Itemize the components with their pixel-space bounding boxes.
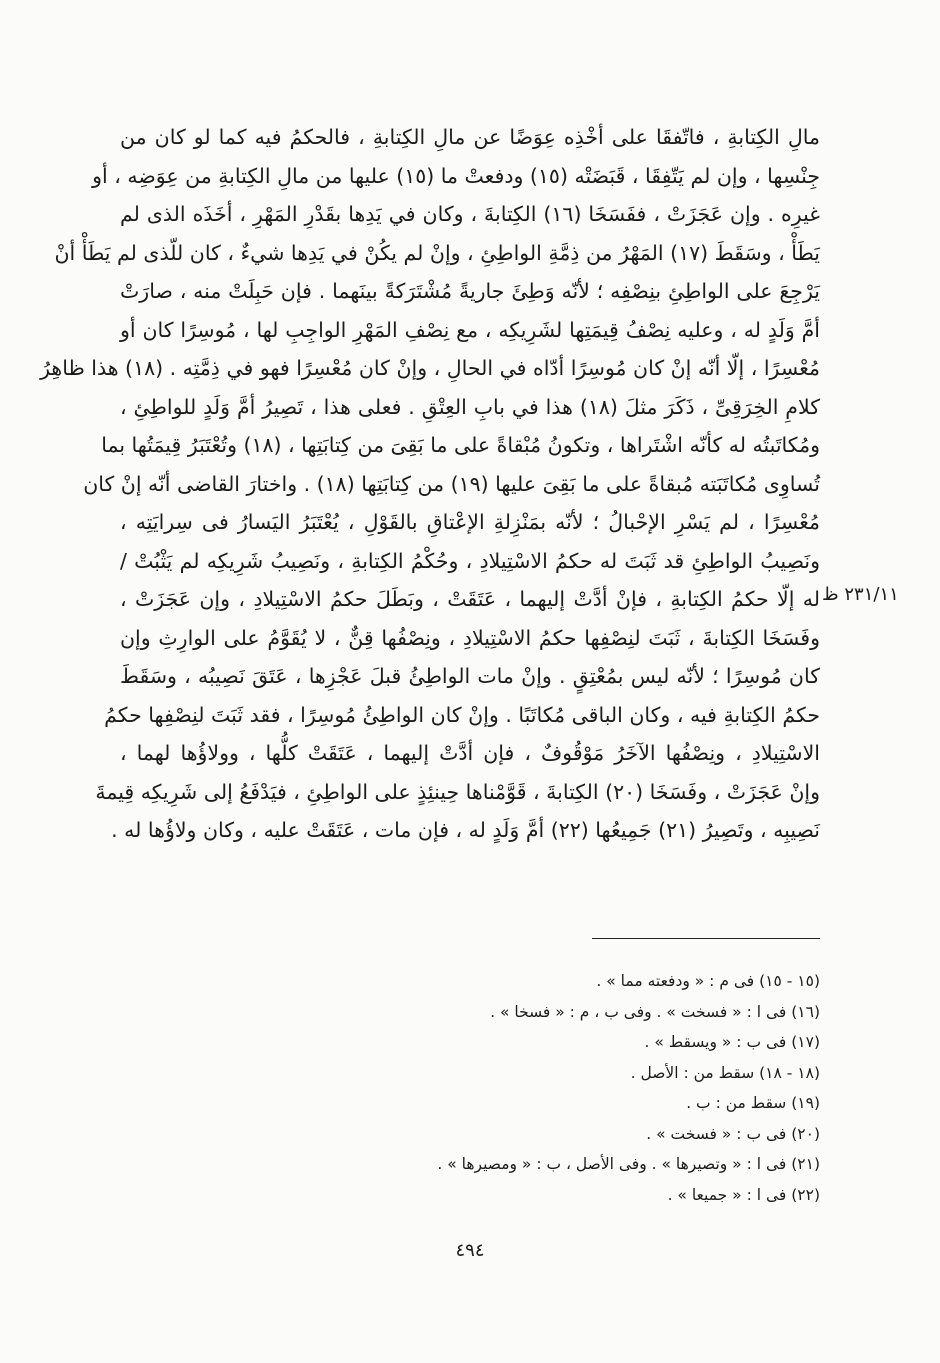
footnote: (٢١) فى ا : « وتصيرها » . وفى الأصل ، ب : « ومصيرها » . <box>437 1155 820 1173</box>
footnote: (٢٠) فى ب : « فسخت » . <box>646 1124 820 1143</box>
text-line: ونَصِيبُ الواطِئِ قد ثَبَتَ له حكمُ الاسْتِيلادِ ، وحُكْمُ الكِتابةِ ، ونَصِيبُ شَرِيكِه لم يَثْبُتْ / <box>120 548 820 573</box>
main-text-block <box>40 118 820 850</box>
text-line: غيرِه . وإن عَجَزَتْ ، ففَسَخَا (١٦) الكِتابةَ ، وكان في يَدِها بقَدْرِ المَهْرِ ، أخَذَه الذى لم <box>120 202 820 226</box>
footnote-separator <box>592 938 820 939</box>
text-line: كلامِ الخِرَقِىِّ ، ذَكَرَ مثلَ (١٨) هذا في بابِ العِتْقِ . فعلى هذا ، تَصِيرُ أمَّ وَلَدٍ للواطِئِ ، <box>120 394 820 419</box>
text-line: تُساوِى مُكاتَبَته مُبقاةً على ما بَقِىَ عليها (١٩) من كِتابَتِها (١٨) . واختارَ القاضى أنّه إنْ كان <box>83 471 820 496</box>
text-line: يَطَأْ ، وسَقَطَ (١٧) المَهْرُ من ذِمَّةِ الواطِئِ ، وإنْ لم يكُنْ في يَدِها شيءٌ ، كان للّذى لم يَطَأْ أنْ <box>54 240 820 265</box>
footnote: (١٥ - ١٥) فى م : « ودفعته مما » . <box>596 972 820 990</box>
text-line: كان مُوسِرًا ؛ لأنّه ليس بمُعْتِقٍ . وإنْ مات الواطِئُ قبلَ عَجْزِها ، عَتَقَ نَصِيبُه ، وسَقَطَ <box>120 664 820 688</box>
text-line: يَرْجِعَ على الواطِئِ بنِصْفِه ؛ لأنّه وَطِئَ جاريةً مُشْتَرَكةً بينَهما . فإن حَبِلَتْ منه ، صارَتْ <box>120 279 820 303</box>
text-line: حكمُ الكِتابةِ فيه ، وكان الباقى مُكاتَبًا . وإنْ كان الواطِئُ مُوسِرًا ، فقد ثَبَتَ لنِصْفِها حكمُ <box>104 702 820 727</box>
manuscript-folio-reference: ٢٣١/١١ ظ <box>822 584 899 605</box>
footnotes-block <box>380 966 820 1210</box>
footnote: (١٧) فى ب : « ويسقط » . <box>644 1033 820 1051</box>
footnote: (١٩) سقط من : ب . <box>686 1094 820 1112</box>
text-line: مُعْسِرًا ، لم يَسْرِ الإحْبالُ ؛ لأنّه بمَنْزِلةِ الإعْتاقِ بالقَوْلِ ، يُعْتَبَرُ اليَسارُ فى سِرايَتِه ، <box>120 510 820 534</box>
text-line: مالِ الكِتابةِ ، فاتّفقَا على أخْذِه عِوَضًا عن مالِ الكِتابةِ ، فالحكمُ فيه كما لو كان من <box>120 125 820 149</box>
page-number: ٤٩٤ <box>455 1240 485 1261</box>
text-line: مُعْسِرًا ، إلّا أنّه إنْ كان مُوسِرًا أدّاه في الحالِ ، وإنْ كان مُعْسِرًا فهو في ذِمَّتِه . (١٨) هذا ظاهِرُ <box>40 356 820 380</box>
text-line: نَصِيبِه ، وتَصِيرُ (٢١) جَمِيعُها (٢٢) أمَّ وَلَدٍ له ، فإن مات ، عَتَقَتْ عليه ، وكان ولاؤُها له . <box>111 818 820 842</box>
text-line: الاسْتِيلادِ ، ونِصْفُها الآخَرُ مَوْقُوفٌ ، فإن أدَّتْ إليهما ، عَتَقَتْ كلُّها ، وولاؤُها لهما ، <box>120 741 820 765</box>
text-line: أمَّ وَلَدٍ له ، وعليه نِصْفُ قِيمَتِها لشَرِيكِه ، مع نِصْفِ المَهْرِ الواجِبِ لها ، مُوسِرًا كان أو <box>120 317 820 342</box>
footnote: (٢٢) فى ا : « جميعا » . <box>667 1185 820 1204</box>
text-line: جِنْسِها ، وإن لم يَتّفِقَا ، قَبَضَتْه (١٥) ودفعتْ ما (١٥) عليها من مالِ الكِتابةِ من عِوَضِه ، أو <box>92 163 820 188</box>
text-line: وإنْ عَجَزَتْ ، وفَسَخَا (٢٠) الكِتابةَ ، قَوَّمْناها حِينئِذٍ على الواطِئِ ، فيَدْفَعُ إلى شَرِيكِه قِيمةَ <box>95 779 820 804</box>
footnote: (١٦) فى ا : « فسخت » . وفى ب ، م : « فسخا » . <box>490 1002 820 1021</box>
text-line: وفَسَخَا الكِتابةَ ، ثَبَتَ لنِصْفِها حكمُ الاسْتِيلادِ ، ونِصْفُها قِنٌّ ، لا يُقَوَّمُ على الوارِثِ وإن <box>120 625 820 650</box>
text-line: له إلّا حكمُ الكِتابةِ ، فإنْ أدَّتْ إليهما ، عَتَقَتْ ، وبَطَلَ حكمُ الاسْتِيلادِ ، وإن عَجَزَتْ ، <box>120 587 820 611</box>
footnote: (١٨ - ١٨) سقط من : الأصل . <box>630 1063 820 1082</box>
text-line: ومُكاتَبتُه له كأنّه اشْتَراها ، وتكونُ مُبْقاةً على ما بَقِىَ من كِتابَتِها ، (١٨) وتُعْتَبَرُ قِيمَتُها بما <box>101 433 820 457</box>
